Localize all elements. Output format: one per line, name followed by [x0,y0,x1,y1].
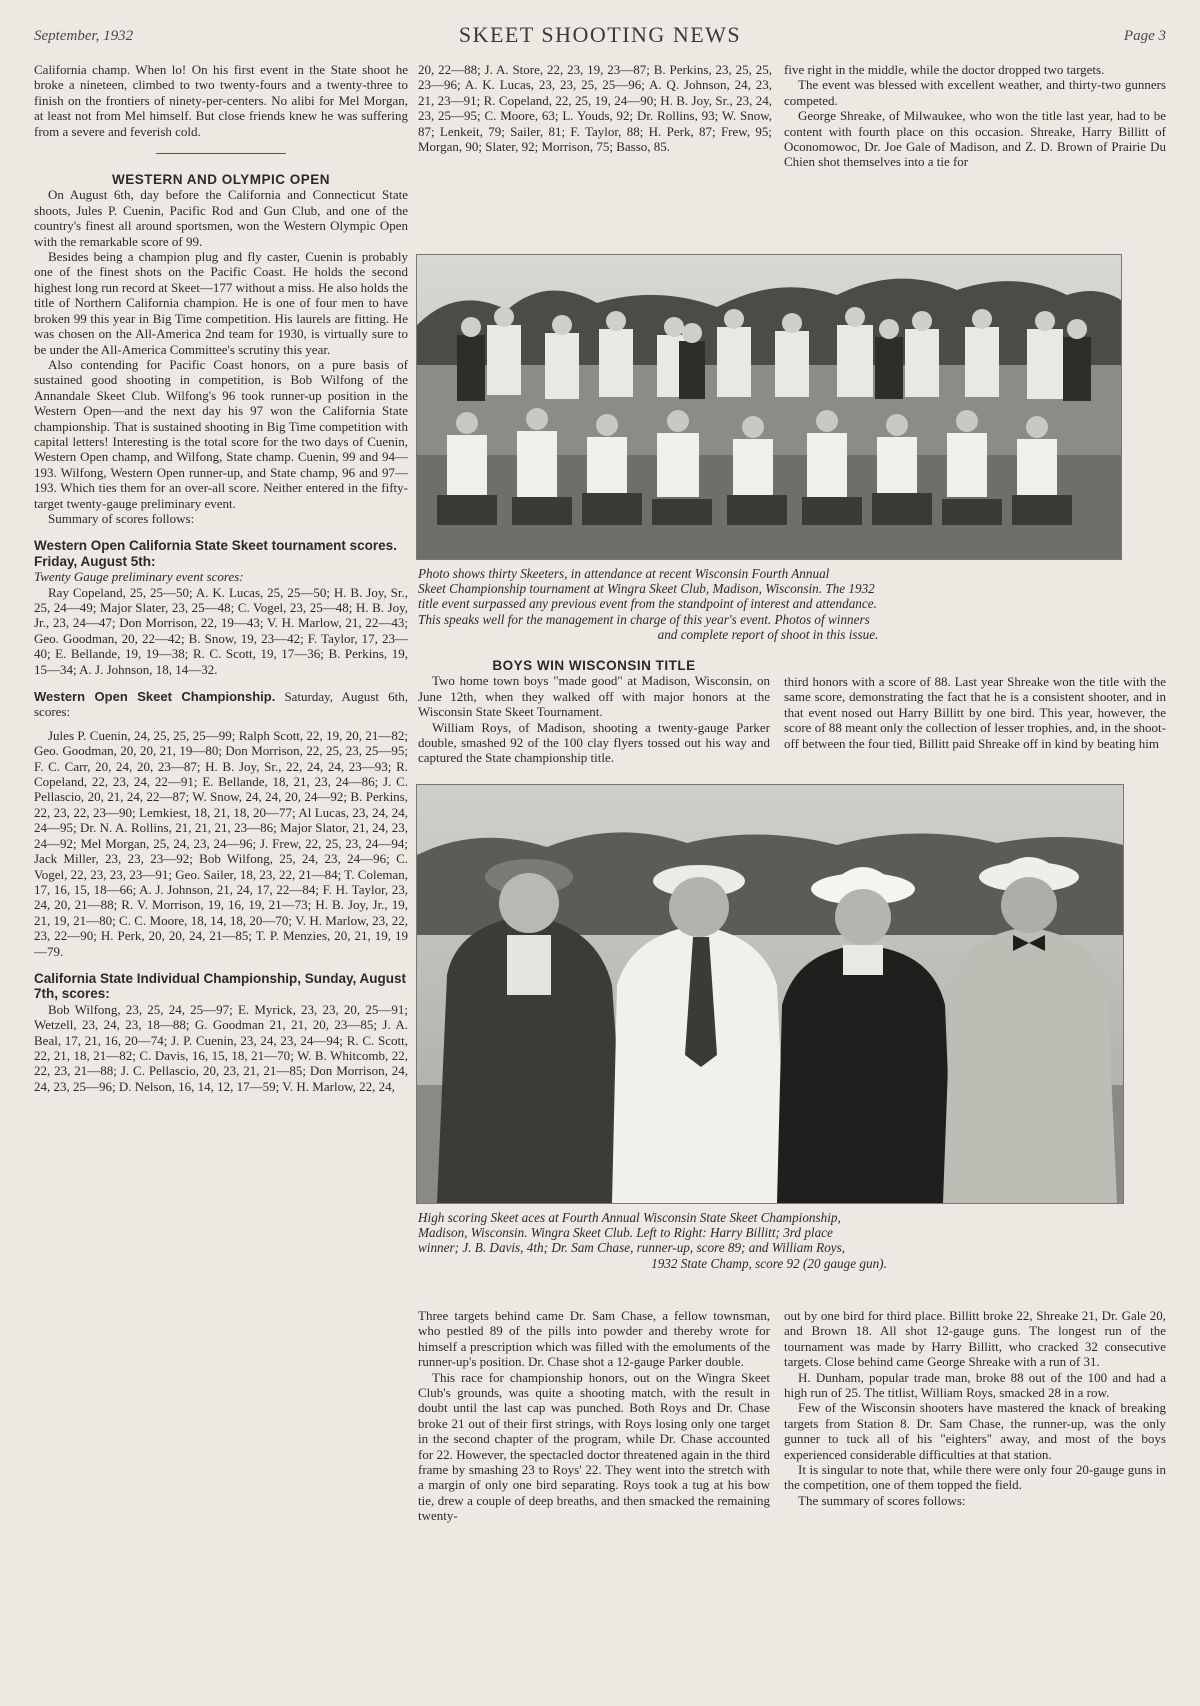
scores-list-championship: Jules P. Cuenin, 24, 25, 25, 25—99; Ralph Scott, 22, 19, 20, 21—82; Geo. Goodman, 20, 20, 21, 19—80; Don Morrison, 22, 25, 23, 25—95; F. C. Carr, 20, 24, 20, 23—87; H. B. Joy, Sr., 22, 24, 24, 23—93; R. Copeland, 22, 23, 24, 22—91; E. Bellande, 18, 21, 23, 24—86; J. C. Pellascio, 20, 21, 24, 22—87; W. Snow, 24, 24, 20, 24—92; B. Perkins, 22, 23, 22, 23—90; Lemkiest, 18, 21, 18, 20—77; Al Lucas, 23, 24, 24, 24—95; Dr. N. A. Rollins, 21, 21, 21, 23—86; Major Slator, 21, 24, 23, 24—92; Mel Morgan, 25, 24, 23, 24—96; J. Frew, 22, 25, 23, 24—94; Jack Miller, 23, 23, 23—92; Bob Wilfong, 25, 24, 23, 24—96; C. Vogel, 22, 23, 23, 23—91; Geo. Sailer, 18, 23, 22, 21—84; T. Coleman, 17, 16, 15, 18—66; A. J. Johnson, 21, 24, 17, 22—84; F. H. Taylor, 23, 24, 20, 21—88; R. V. Morrison, 19, 16, 19, 21—73; H. B. Joy, Jr., 19, 21, 19, 21—80; C. C. Moore, 18, 14, 18, 20—70; V. H. Marlow, 23, 22, 23, 22—90; H. Perk, 20, 20, 24, 21—85; T. P. Menzies, 20, 21, 19, 19—79. [34,727,408,959]
boys-article-right [784,674,1166,751]
caption-line: Photo shows thirty Skeeters, in attendance at recent Wisconsin Fourth Annual [418,566,830,581]
scores-heading-championship: Western Open Skeet Championship. [34,689,276,705]
article-paragraph: Besides being a champion plug and fly caster, Cuenin is probably one of the finest shots on the Pacific Coast. He holds the second highest long run record at Skeet—177 without a miss. He also holds the title of Northern California champion. He is one of four men to have broken 99 this year in Big Time competition. His laurels are fitting. He was chosen on the All-America 2nd team for 1930, is virtually sure to be under the All-America Committee's scrutiny this year. [34,249,408,357]
article-paragraph: Two home town boys "made good" at Madison, Wisconsin, on June 12th, when they walked off with major honors at the Wisconsin State Skeet Tournament. [418,673,770,720]
scores-list-california-continued: 20, 22—88; J. A. Store, 22, 23, 19, 23—87; B. Perkins, 23, 25, 25, 23—96; A. K. Lucas, 23, 23, 25, 25—96; A. Q. Johnson, 24, 23, 21, 23—91; R. Copeland, 22, 25, 19, 24—90; H. B. Joy, Sr., 23, 24, 23, 25—95; C. Moore, 63; L. Youds, 92; Dr. Rollins, 93; W. Snow, 87; Lenkeit, 79; Sailer, 81; F. Taylor, 88; H. Perk, 87; Frew, 95; Morgan, 90; Slater, 92; Morrison, 75; Basso, 85. [418,62,772,155]
group-photo-caption [418,566,1118,642]
boys-article-left [418,658,770,766]
caption-line: title event surpassed any previous event from the standpoint of interest and attendance. [418,596,877,612]
caption-line: and complete report of shoot in this issue. [657,626,879,642]
column-left [34,62,408,1094]
caption-line: This speaks well for the management in charge of this year's event. Photos of winners [418,611,870,627]
article-paragraph: Few of the Wisconsin shooters have mastered the knack of breaking targets from Station 8. Dr. Sam Chase, the runner-up, was the only gunner to tuck all of his "eighters" away, and most of the boys experienced considerable difficulties at that station. [784,1400,1166,1462]
section-heading-western-open: WESTERN AND OLYMPIC OPEN [111,172,331,188]
scores-list-california: Bob Wilfong, 23, 25, 24, 25—97; E. Myrick, 23, 23, 20, 25—91; Wetzell, 23, 24, 23, 18—88; G. Goodman 21, 21, 20, 23—85; J. A. Beal, 17, 21, 16, 20—74; J. P. Cuenin, 23, 24, 23, 24—94; R. C. Scott, 22, 21, 18, 21—82; C. Davis, 16, 15, 18, 21—70; W. B. Whitcomb, 22, 22, 23, 21—88; J. C. Pellascio, 20, 23, 21, 21—85; Don Morrison, 24, 24, 23, 25—96; D. Nelson, 16, 14, 12, 17—59; V. H. Marlow, 22, 24, [34,1001,408,1094]
scores-heading-california: California State Individual Championship, Sunday, August 7th, scores: [34,970,407,1002]
article-paragraph: On August 6th, day before the California and Connecticut State shoots, Jules P. Cuenin, Pacific Rod and Gun Club, and one of the country's finest all around sportsmen, won the Western Olympic Open with the remarkable score of 99. [34,187,408,249]
scores-heading-championship-date: Saturday, August 6th, scores: [34,689,408,720]
winners-photo-image [417,785,1123,1203]
caption-line: Madison, Wisconsin. Wingra Skeet Club. Left to Right: Harry Billitt; 3rd place [418,1225,833,1241]
article-paragraph: five right in the middle, while the doctor dropped two targets. [784,62,1105,77]
article-paragraph: It is singular to note that, while there were only four 20-gauge guns in the competition, one of them topped the field. [784,1462,1166,1493]
column-right-top [784,62,1166,170]
page-number: Page 3 [1123,28,1166,44]
column-right-bottom [784,1308,1166,1508]
scores-list-twenty-gauge: Ray Copeland, 25, 25—50; A. K. Lucas, 25, 25—50; H. B. Joy, Sr., 25, 24—49; Major Slater, 23, 25—48; C. Vogel, 23, 25—48; H. B. Joy, Jr., 23, 24—47; Don Morrison, 22, 19—43; V. H. Marlow, 21, 22—43; Geo. Goodman, 20, 22—42; B. Snow, 19, 23—42; F. Taylor, 17, 23—40; E. Bellande, 19, 19—38; R. C. Scott, 19, 17—36; B. Perkins, 19, 15—34; A. J. Johnson, 18, 14—32. [34,584,408,677]
column-middle-top [418,62,772,154]
article-paragraph: Also contending for Pacific Coast honors, on a pure basis of sustained good shooting in competition, is Bob Wilfong of the Annandale Skeet Club. Wilfong's 96 took runner-up position in the Western Open—and the next day his 97 won the California State championship. That is sustained shooting in Big Time competition with capital letters! Interesting is the total score for the two days of Cuenin, Western Open champ, and Wilfong, State champ. Cuenin, 99 and 94—193. Wilfong, Western Open runner-up, and State champ, 96 and 97—193. Which ties them for an over-all score. Neither entered in the fifty-target twenty-gauge preliminary event. [34,356,408,511]
section-heading-boys-win: BOYS WIN WISCONSIN TITLE [492,658,696,673]
page-header [34,22,1166,62]
winners-photo-caption [418,1210,1120,1271]
article-paragraph: The summary of scores follows: [798,1492,966,1508]
winners-photo [416,784,1124,1204]
column-middle-bottom [418,1308,770,1524]
scores-subheading-twenty-gauge: Twenty Gauge preliminary event scores: [34,569,244,585]
article-paragraph: George Shreake, of Milwaukee, who won the title last year, had to be content with fourth place on this occasion. Shreake, Harry Billitt of Oconomowoc, Dr. Joe Gale of Madison, and Z. D. Brown of Prairie Du Chien shot themselves into a tie for [784,108,1166,170]
article-paragraph: Three targets behind came Dr. Sam Chase, a fellow townsman, who pestled 89 of the pills into powder and thereby wrote for himself a prescription which was filled with the emoluments of the runner-up's position. Dr. Chase shot a 12-gauge Parker double. [418,1308,770,1370]
article-paragraph: third honors with a score of 88. Last year Shreake won the title with the same score, demonstrating the fact that he is a consistent shooter, and in that event nosed out Harry Billitt by one bird. This year, however, the score of 88 meant only the collection of lesser trophies, and, in the shoot-off between the four tied, Billitt paid Shreake off in kind by beating him [784,674,1166,751]
group-photo-image [417,255,1121,559]
group-photo [416,254,1122,560]
intro-paragraph: California champ. When lo! On his first event in the State shoot he broke a nineteen, climbed to two twenty-fours and a twenty-three to finish on the frontiers of ninety-per-centers. No alibi for Mel Morgan, at least not from Mel himself. But close friends knew he was suffering from a severe and feverish cold. [34,62,408,139]
article-paragraph: The event was blessed with excellent weather, and thirty-two gunners competed. [784,77,1166,108]
article-paragraph: H. Dunham, popular trade man, broke 88 out of the 100 and had a high run of 25. The titlist, William Roys, smacked 28 in a row. [784,1369,1166,1401]
caption-line: winner; J. B. Davis, 4th; Dr. Sam Chase, runner-up, score 89; and William Roys, [418,1240,846,1256]
article-paragraph: William Roys, of Madison, shooting a twenty-gauge Parker double, smashed 92 of the 100 clay flyers tossed out his way and captured the State championship title. [418,719,770,766]
scores-heading-western: Western Open California State Skeet tournament scores. Friday, August 5th: [34,538,397,569]
caption-line: High scoring Skeet aces at Fourth Annual Wisconsin State Skeet Championship, [418,1210,841,1225]
issue-date: September, 1932 [34,28,134,44]
article-paragraph: This race for championship honors, out on the Wingra Skeet Club's grounds, was quite a shooting match, with the result in doubt until the last cap was punched. Both Roys and Dr. Chase broke 21 out of their first strings, with Roys losing only one target in the second chapter of the program, while Dr. Chase accounted for 22. However, the spectacled doctor threatened again in the third frame by smashing 23 to Roys' 22. They went into the stretch with a margin of only one bird separating. Roys took a tug at his bow tie, drew a couple of deep breaths, and then smacked the remaining twenty- [418,1369,770,1524]
article-paragraph: Summary of scores follows: [48,510,195,526]
caption-line: Skeet Championship tournament at Wingra Skeet Club, Madison, Wisconsin. The 1932 [418,581,875,597]
article-paragraph: out by one bird for third place. Billitt broke 22, Shreake 21, Dr. Gale 20, and Brown 18. All shot 12-gauge guns. The longest run of the tournament was made by Harry Billitt, who cracked 32 consecutive targets. Close behind came George Shreake with a run of 31. [784,1308,1166,1370]
caption-line: 1932 State Champ, score 92 (20 gauge gun). [651,1255,887,1271]
publication-title: SKEET SHOOTING NEWS [458,22,742,47]
